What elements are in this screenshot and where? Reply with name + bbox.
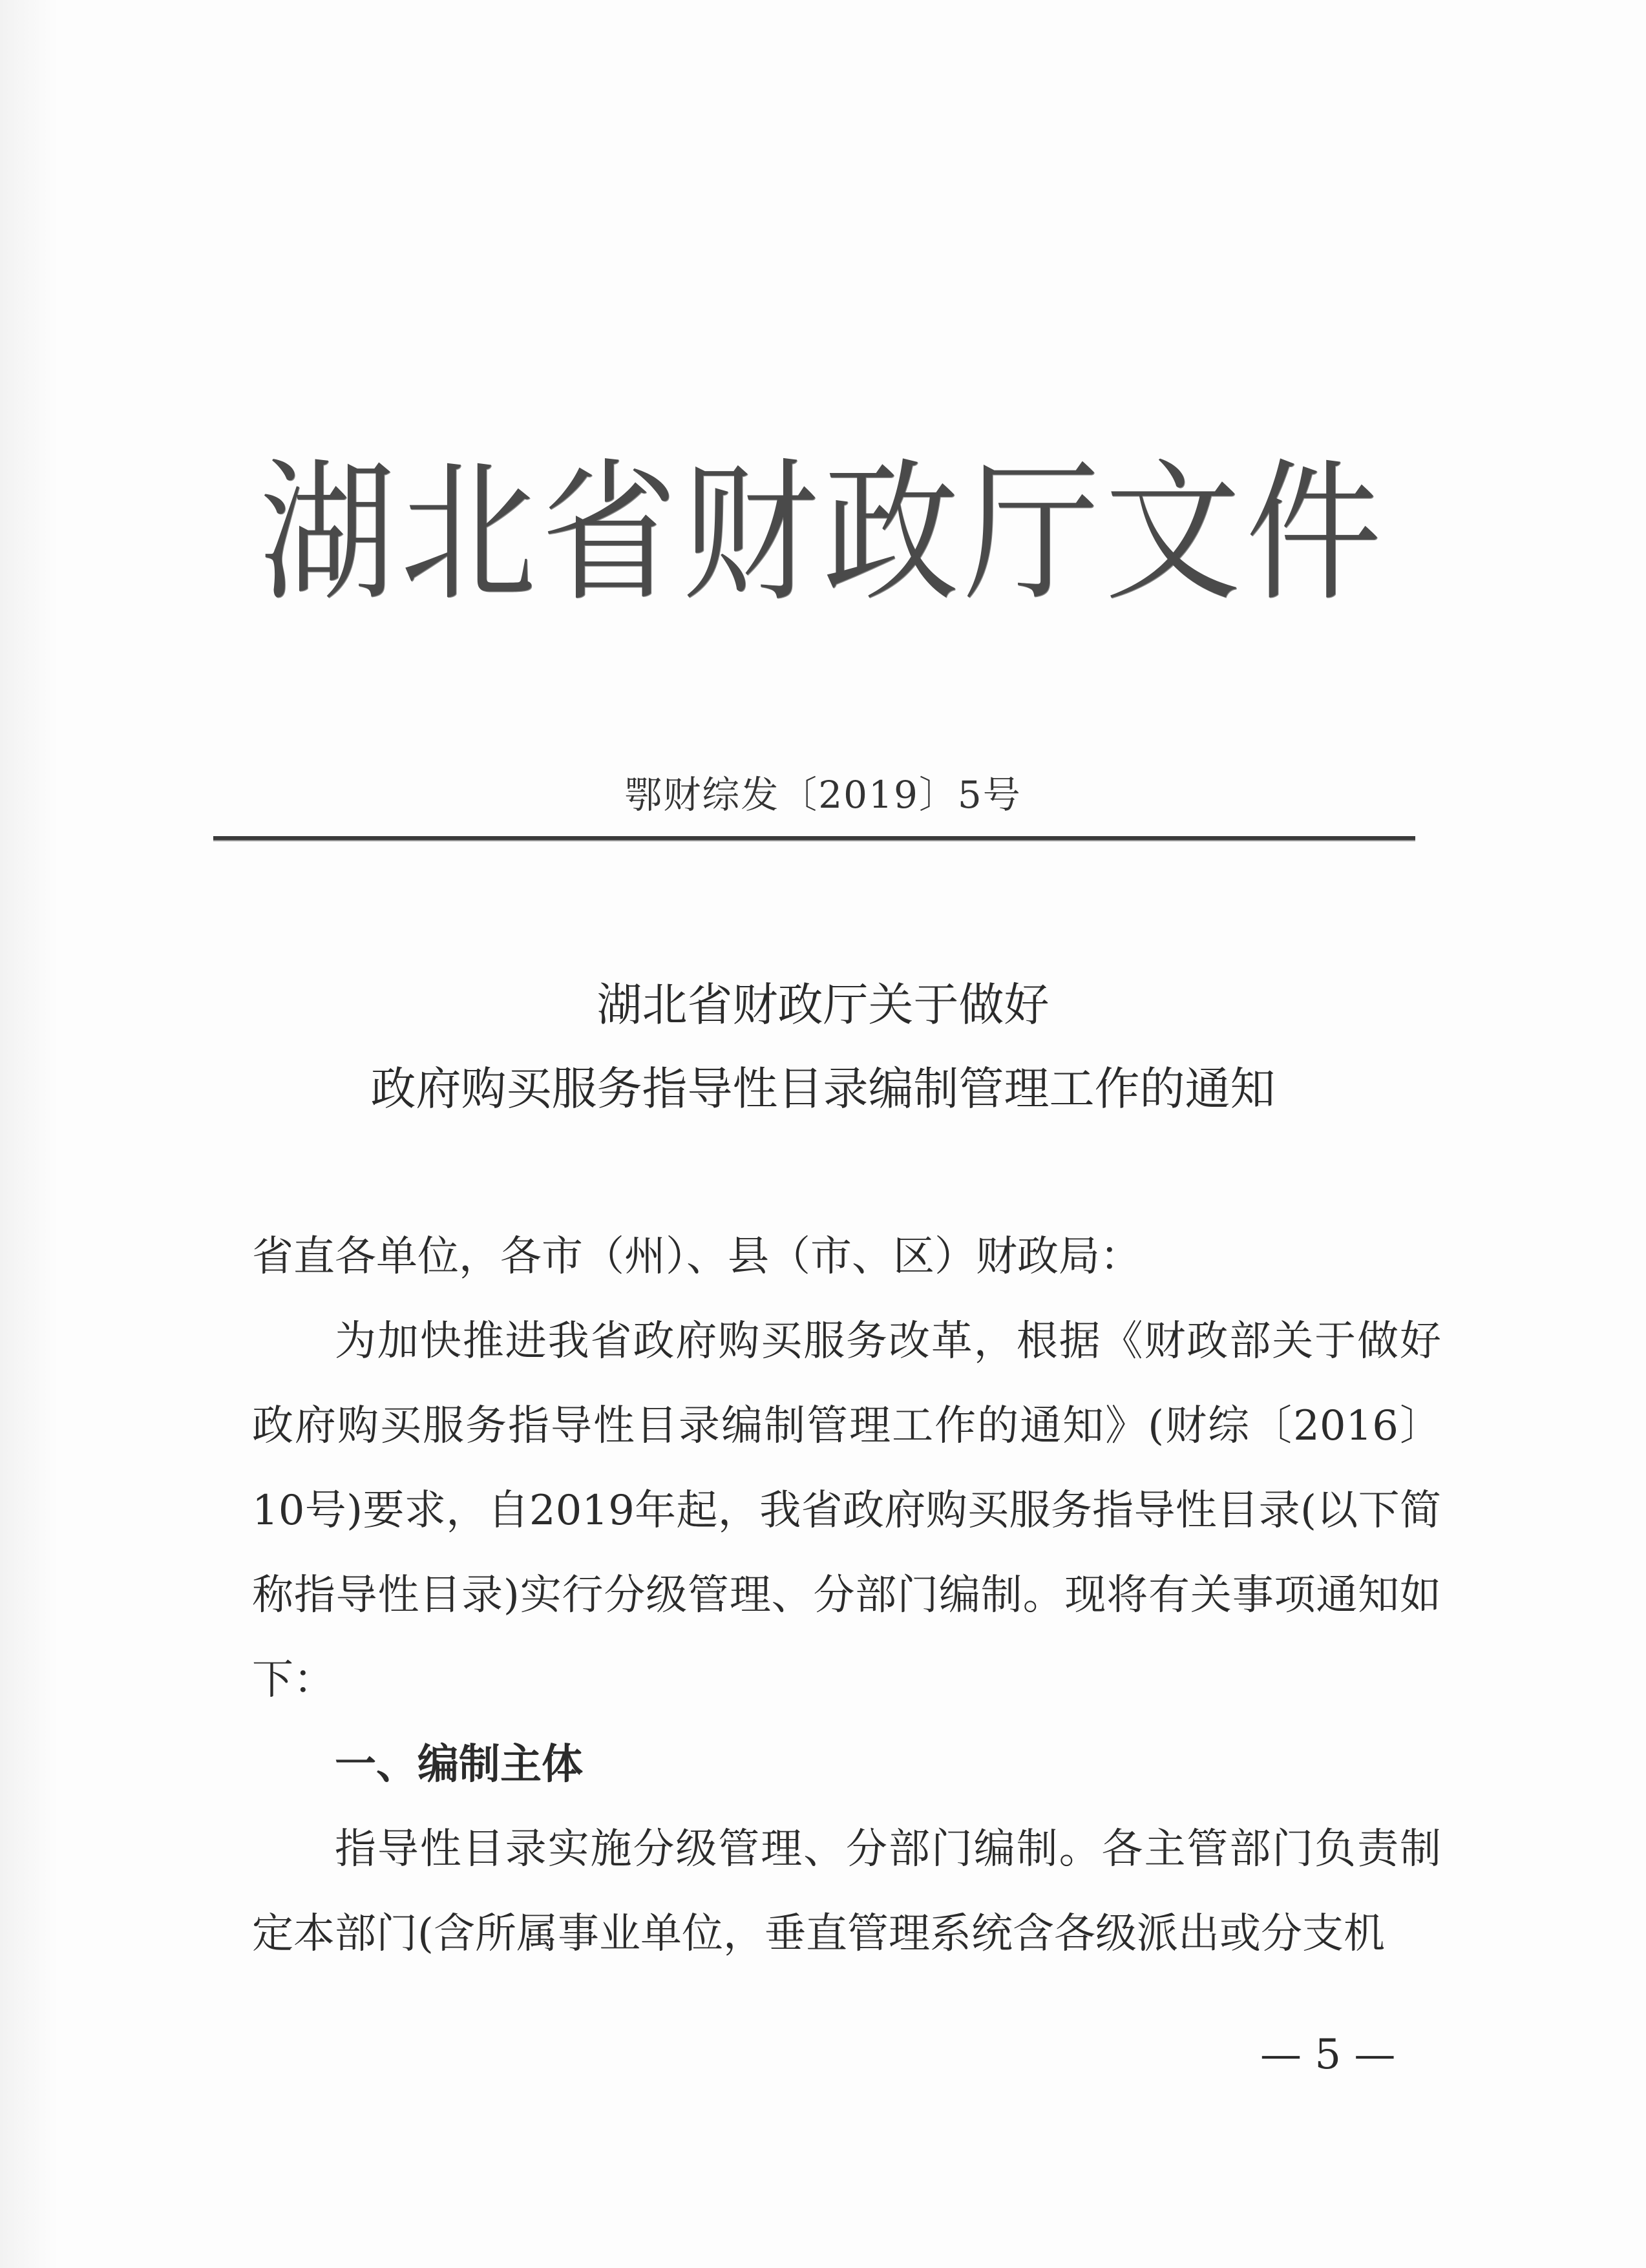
scan-edge bbox=[0, 0, 58, 2268]
document-header-title: 湖北省财政厅文件 bbox=[259, 444, 1387, 622]
document-number: 鄂财综发〔2019〕5号 bbox=[624, 773, 1022, 817]
subject-line-1: 湖北省财政厅关于做好 bbox=[596, 978, 1050, 1031]
subject-line-2: 政府购买服务指导性目录编制管理工作的通知 bbox=[370, 1062, 1276, 1115]
document-subject bbox=[0, 963, 1646, 1131]
section-heading-1: 一、编制主体 bbox=[335, 1741, 583, 1789]
header-separator-line bbox=[213, 836, 1415, 841]
page-number: — 5 — bbox=[1260, 2031, 1396, 2079]
intro-paragraph: 为加快推进我省政府购买服务改革，根据《财政部关于做好政府购买服务指导性目录编制管理工作的通知》(财综〔2016〕10号)要求，自2019年起，我省政府购买服务指导性目录(以下简称指导性目录)实行分级管理、分部门编制。现将有关事项通知如下： bbox=[252, 1318, 1441, 1704]
salutation: 省直各单位，各市（州）、县（市、区）财政局： bbox=[252, 1233, 1141, 1281]
section-1-paragraph: 指导性目录实施分级管理、分部门编制。各主管部门负责制定本部门(含所属事业单位，垂直管理系统含各级派出或分支机 bbox=[252, 1825, 1441, 1958]
document-body bbox=[252, 1215, 1441, 1977]
